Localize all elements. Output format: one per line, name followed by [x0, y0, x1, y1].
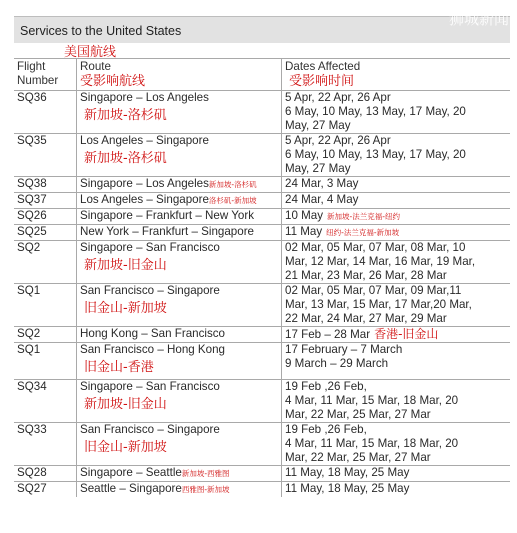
- date-line: 24 Mar, 4 May: [285, 193, 359, 206]
- table-row: [14, 177, 510, 193]
- table-row: [14, 91, 510, 134]
- route-cn: 新加坡-洛杉矶: [84, 151, 167, 166]
- flight-number: SQ37: [14, 193, 77, 209]
- table-row: [14, 134, 510, 177]
- date-line: 22 Mar, 24 Mar, 27 Mar, 29 Mar: [285, 312, 447, 325]
- route-cell: [77, 241, 282, 284]
- date-line: 17 Feb – 28 Mar: [285, 328, 371, 341]
- date-line: 21 Mar, 23 Mar, 26 Mar, 28 Mar: [285, 269, 447, 282]
- route-cn-note: 洛杉矶-新加坡: [208, 196, 257, 205]
- date-line: 24 Mar, 3 May: [285, 177, 359, 190]
- dates-cell: [282, 327, 511, 343]
- route-text: San Francisco – Singapore: [80, 284, 220, 297]
- flight-number: SQ26: [14, 209, 77, 225]
- flight-number: SQ33: [14, 423, 77, 466]
- dates-cell: [282, 482, 511, 498]
- dates-cell: [282, 380, 511, 423]
- route-cell: [77, 225, 282, 241]
- date-line: 6 May, 10 May, 13 May, 17 May, 20: [285, 148, 466, 161]
- table-row: [14, 284, 510, 327]
- title-cn: 美国航线: [64, 45, 117, 60]
- route-text: Singapore – San Francisco: [80, 241, 220, 254]
- table-row: [14, 193, 510, 209]
- route-cell: [77, 284, 282, 327]
- flight-number: SQ25: [14, 225, 77, 241]
- date-line: 11 May, 18 May, 25 May: [285, 466, 410, 479]
- date-line: 9 March – 29 March: [285, 357, 389, 370]
- table-row: [14, 343, 510, 380]
- date-line: 19 Feb ,26 Feb,: [285, 380, 367, 393]
- dates-cell: [282, 423, 511, 466]
- flight-number: SQ28: [14, 466, 77, 482]
- date-line: 4 Mar, 11 Mar, 15 Mar, 18 Mar, 20: [285, 394, 459, 407]
- dates-cell: [282, 241, 511, 284]
- table-title: Services to the United States: [20, 24, 182, 38]
- table-row: [14, 466, 510, 482]
- date-line: Mar, 22 Mar, 25 Mar, 27 Mar: [285, 451, 431, 464]
- route-cell: [77, 343, 282, 380]
- date-line: Mar, 12 Mar, 14 Mar, 16 Mar, 19 Mar,: [285, 255, 476, 268]
- table-row: [14, 380, 510, 423]
- route-text: San Francisco – Singapore: [80, 423, 220, 436]
- route-cell: [77, 177, 282, 193]
- route-text: Singapore – Seattle: [80, 466, 182, 479]
- flight-number: SQ2: [14, 327, 77, 343]
- date-line: 11 May: [285, 225, 323, 238]
- bottom-edge: [0, 526, 517, 533]
- flight-number: SQ36: [14, 91, 77, 134]
- dates-cell: [282, 134, 511, 177]
- table-row: [14, 423, 510, 466]
- route-text: Singapore – San Francisco: [80, 380, 220, 393]
- route-cn: 旧金山-香港: [84, 360, 154, 375]
- route-text: Singapore – Los Angeles: [80, 177, 209, 190]
- dates-cn-note: 香港-旧金山: [374, 327, 439, 341]
- route-cell: [77, 209, 282, 225]
- flight-table: [14, 58, 510, 497]
- date-line: 4 Mar, 11 Mar, 15 Mar, 18 Mar, 20: [285, 437, 459, 450]
- flight-column-header: Flight Number: [14, 59, 77, 91]
- table-row: [14, 482, 510, 498]
- route-cell: [77, 134, 282, 177]
- date-line: 02 Mar, 05 Mar, 07 Mar, 08 Mar, 10: [285, 241, 466, 254]
- flight-number: SQ27: [14, 482, 77, 498]
- dates-cn-note: 新加坡-法兰克福-纽约: [327, 212, 400, 221]
- route-text: Singapore – Frankfurt – New York: [80, 209, 255, 222]
- date-line: Mar, 13 Mar, 15 Mar, 17 Mar,20 Mar,: [285, 298, 472, 311]
- dates-cell: [282, 177, 511, 193]
- route-text: Singapore – Los Angeles: [80, 91, 209, 104]
- route-text: Seattle – Singapore: [80, 482, 182, 495]
- dates-cell: [282, 466, 511, 482]
- route-text: San Francisco – Hong Kong: [80, 343, 226, 356]
- flight-number: SQ1: [14, 343, 77, 380]
- date-line: May, 27 May: [285, 162, 351, 175]
- table-row: [14, 225, 510, 241]
- route-cn-note: 新加坡-西雅图: [181, 469, 230, 478]
- route-text: New York – Frankfurt – Singapore: [80, 225, 255, 238]
- date-line: 5 Apr, 22 Apr, 26 Apr: [285, 134, 391, 147]
- dates-cell: [282, 91, 511, 134]
- flight-number: SQ1: [14, 284, 77, 327]
- route-text: Los Angeles – Singapore: [80, 193, 209, 206]
- route-cn-note: 西雅图-新加坡: [181, 485, 230, 494]
- dates-cell: [282, 209, 511, 225]
- dates-cell: [282, 343, 511, 380]
- date-line: 17 February – 7 March: [285, 343, 403, 356]
- route-column-header: Route 受影响航线: [77, 59, 282, 91]
- dates-column-header: Dates Affected 受影响时间: [282, 59, 511, 91]
- title-bar: [14, 16, 510, 43]
- route-cell: [77, 327, 282, 343]
- flight-number: SQ38: [14, 177, 77, 193]
- date-line: 02 Mar, 05 Mar, 07 Mar, 09 Mar,11: [285, 284, 462, 297]
- route-cell: [77, 193, 282, 209]
- date-line: May, 27 May: [285, 119, 351, 132]
- watermark: 狮城新闻: [448, 10, 509, 28]
- date-line: 6 May, 10 May, 13 May, 17 May, 20: [285, 105, 466, 118]
- dates-header-cn: 受影响时间: [289, 74, 355, 89]
- date-line: 11 May, 18 May, 25 May: [285, 482, 410, 495]
- route-cell: [77, 423, 282, 466]
- route-cn: 旧金山-新加坡: [84, 301, 167, 316]
- dates-cn-note: 纽约-法兰克福-新加坡: [326, 228, 400, 237]
- flight-number: SQ34: [14, 380, 77, 423]
- route-text: Los Angeles – Singapore: [80, 134, 209, 147]
- date-line: 19 Feb ,26 Feb,: [285, 423, 367, 436]
- route-cell: [77, 91, 282, 134]
- route-cn: 新加坡-旧金山: [84, 258, 167, 273]
- route-cell: [77, 466, 282, 482]
- route-cn-note: 新加坡-洛杉矶: [208, 180, 257, 189]
- dates-cell: [282, 225, 511, 241]
- route-cn: 新加坡-洛杉矶: [84, 108, 167, 123]
- date-line: 10 May: [285, 209, 324, 222]
- route-cell: [77, 380, 282, 423]
- date-line: 5 Apr, 22 Apr, 26 Apr: [285, 91, 391, 104]
- table-row: [14, 327, 510, 343]
- route-text: Hong Kong – San Francisco: [80, 327, 226, 340]
- date-line: Mar, 22 Mar, 25 Mar, 27 Mar: [285, 408, 431, 421]
- flight-number: SQ35: [14, 134, 77, 177]
- dates-cell: [282, 193, 511, 209]
- dates-cell: [282, 284, 511, 327]
- route-header-cn: 受影响航线: [80, 74, 146, 89]
- route-cell: [77, 482, 282, 498]
- table-row: [14, 241, 510, 284]
- route-cn: 旧金山-新加坡: [84, 440, 167, 455]
- route-cn: 新加坡-旧金山: [84, 397, 167, 412]
- header-row: [14, 59, 510, 91]
- flight-number: SQ2: [14, 241, 77, 284]
- table-row: [14, 209, 510, 225]
